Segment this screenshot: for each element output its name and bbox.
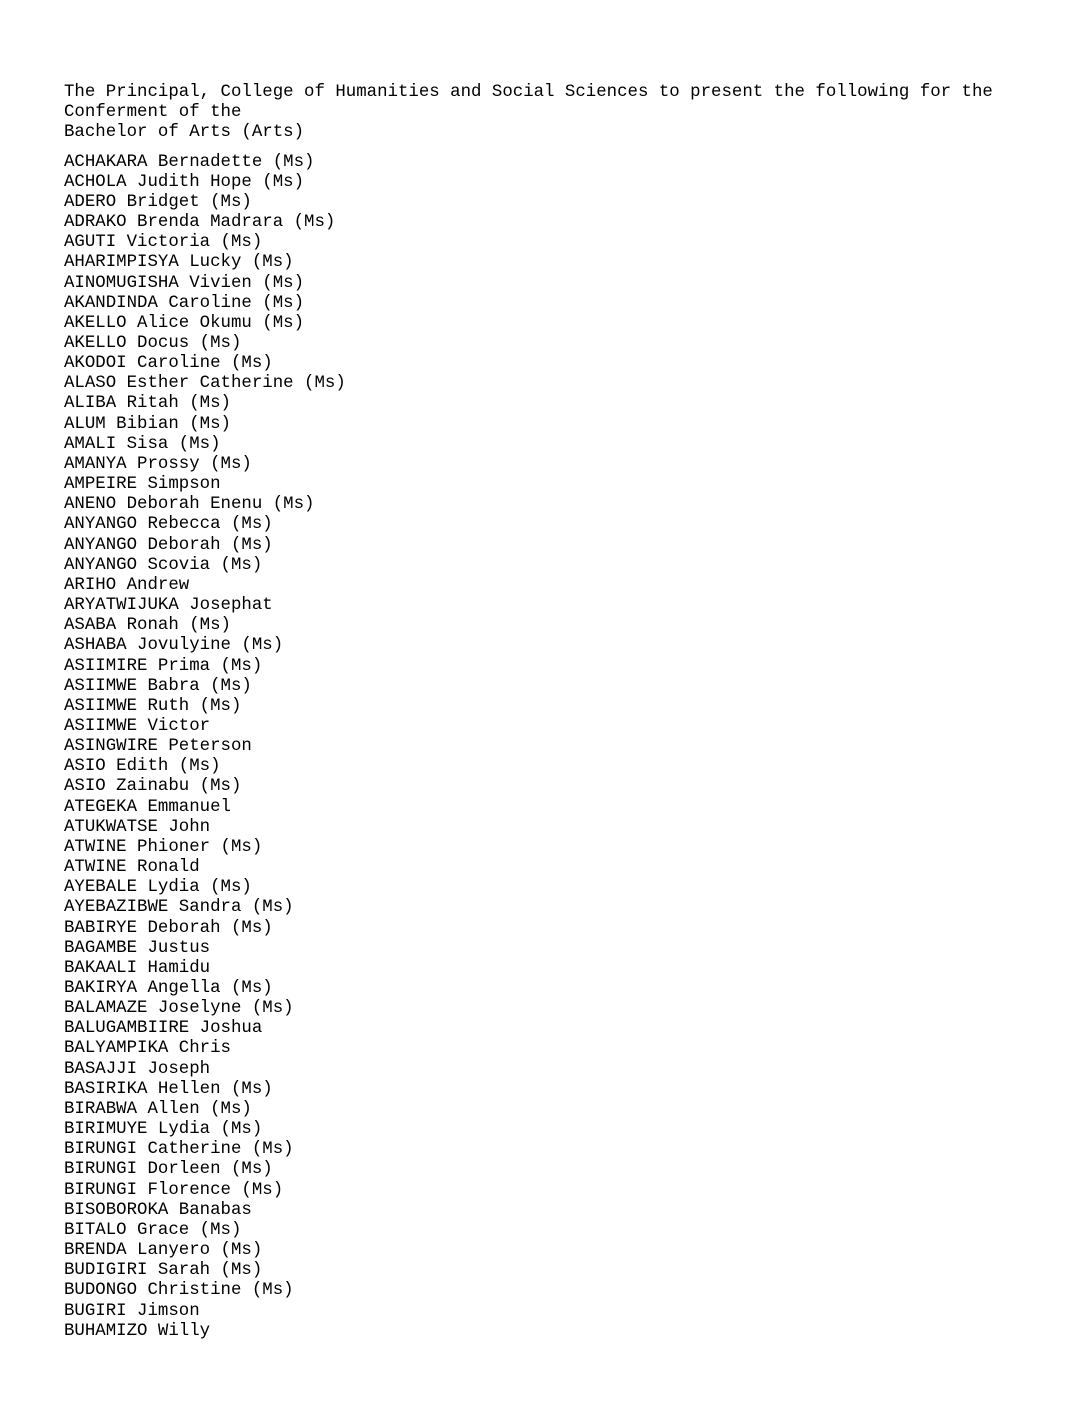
graduate-name: BITALO Grace (Ms) (64, 1220, 242, 1240)
graduate-name: BALUGAMBIIRE Joshua (64, 1019, 263, 1039)
conferment-line: Conferment of the (64, 103, 242, 123)
graduate-name: ADERO Bridget (Ms) (64, 192, 252, 212)
graduate-name: BALYAMPIKA Chris (64, 1039, 231, 1059)
graduate-name: ASIIMIRE Prima (Ms) (64, 656, 263, 676)
graduate-name: ASIIMWE Babra (Ms) (64, 676, 252, 696)
graduate-name: ACHAKARA Bernadette (Ms) (64, 152, 315, 172)
presentation-statement: The Principal, College of Humanities and Social Sciences to present the following for the (64, 83, 993, 102)
graduate-name: ALUM Bibian (Ms) (64, 414, 231, 434)
graduate-name: BABIRYE Deborah (Ms) (64, 918, 273, 938)
graduate-name: BASIRIKA Hellen (Ms) (64, 1079, 273, 1099)
graduate-name: AYEBAZIBWE Sandra (Ms) (64, 898, 294, 918)
graduate-name: BASAJJI Joseph (64, 1059, 211, 1079)
graduate-name: ASIIMWE Victor (64, 716, 211, 736)
graduate-name: BISOBOROKA Banabas (64, 1200, 252, 1220)
graduate-name: ATWINE Ronald (64, 858, 200, 878)
graduate-name: ASIO Edith (Ms) (64, 757, 221, 777)
graduate-name: ATUKWATSE John (64, 817, 211, 837)
graduate-name: BUDONGO Christine (Ms) (64, 1281, 294, 1301)
graduate-name: BAKIRYA Angella (Ms) (64, 979, 273, 999)
degree-title: Bachelor of Arts (Arts) (64, 123, 305, 143)
graduate-name: ATEGEKA Emmanuel (64, 797, 231, 817)
graduate-name: BAGAMBE Justus (64, 938, 211, 958)
graduate-list (64, 153, 1054, 1342)
graduate-name: AKELLO Alice Okumu (Ms) (64, 313, 305, 333)
graduate-name: BRENDA Lanyero (Ms) (64, 1241, 263, 1261)
graduate-name: ANENO Deborah Enenu (Ms) (64, 495, 315, 515)
graduate-name: AGUTI Victoria (Ms) (64, 233, 263, 253)
graduate-name: ARYATWIJUKA Josephat (64, 596, 273, 616)
graduate-name: BUDIGIRI Sarah (Ms) (64, 1261, 263, 1281)
graduate-name: AYEBALE Lydia (Ms) (64, 878, 252, 898)
graduate-name: AMALI Sisa (Ms) (64, 434, 221, 454)
graduate-name: BIRUNGI Florence (Ms) (64, 1180, 284, 1200)
graduate-name: ADRAKO Brenda Madrara (Ms) (64, 213, 336, 233)
graduate-name: ASABA Ronah (Ms) (64, 616, 231, 636)
graduate-name: ARIHO Andrew (64, 575, 190, 595)
graduate-name: AHARIMPISYA Lucky (Ms) (64, 253, 294, 273)
graduate-name: ATWINE Phioner (Ms) (64, 837, 263, 857)
graduate-name: BIRUNGI Dorleen (Ms) (64, 1160, 273, 1180)
graduate-name: AINOMUGISHA Vivien (Ms) (64, 273, 305, 293)
graduate-name: AKANDINDA Caroline (Ms) (64, 293, 305, 313)
graduate-name: BIRUNGI Catherine (Ms) (64, 1140, 294, 1160)
graduate-name: ASIO Zainabu (Ms) (64, 777, 242, 797)
graduate-name: AKODOI Caroline (Ms) (64, 354, 273, 374)
graduate-name: ALIBA Ritah (Ms) (64, 394, 231, 414)
document-page (64, 83, 1054, 1342)
graduate-name: ACHOLA Judith Hope (Ms) (64, 172, 305, 192)
graduate-name: BIRIMUYE Lydia (Ms) (64, 1120, 263, 1140)
graduate-name: ANYANGO Deborah (Ms) (64, 535, 273, 555)
graduate-name: AMANYA Prossy (Ms) (64, 454, 252, 474)
graduate-name: BUHAMIZO Willy (64, 1321, 211, 1341)
graduate-name: BAKAALI Hamidu (64, 958, 211, 978)
graduate-name: ASINGWIRE Peterson (64, 737, 252, 757)
graduate-name: ASIIMWE Ruth (Ms) (64, 696, 242, 716)
graduate-name: AMPEIRE Simpson (64, 475, 221, 495)
graduate-name: ALASO Esther Catherine (Ms) (64, 374, 346, 394)
graduate-name: BALAMAZE Joselyne (Ms) (64, 999, 294, 1019)
graduate-name: ANYANGO Scovia (Ms) (64, 555, 263, 575)
graduate-name: BUGIRI Jimson (64, 1301, 200, 1321)
graduate-name: BIRABWA Allen (Ms) (64, 1099, 252, 1119)
graduate-name: ASHABA Jovulyine (Ms) (64, 636, 284, 656)
graduate-name: AKELLO Docus (Ms) (64, 334, 242, 354)
graduate-name: ANYANGO Rebecca (Ms) (64, 515, 273, 535)
conferment-heading (64, 83, 1054, 144)
